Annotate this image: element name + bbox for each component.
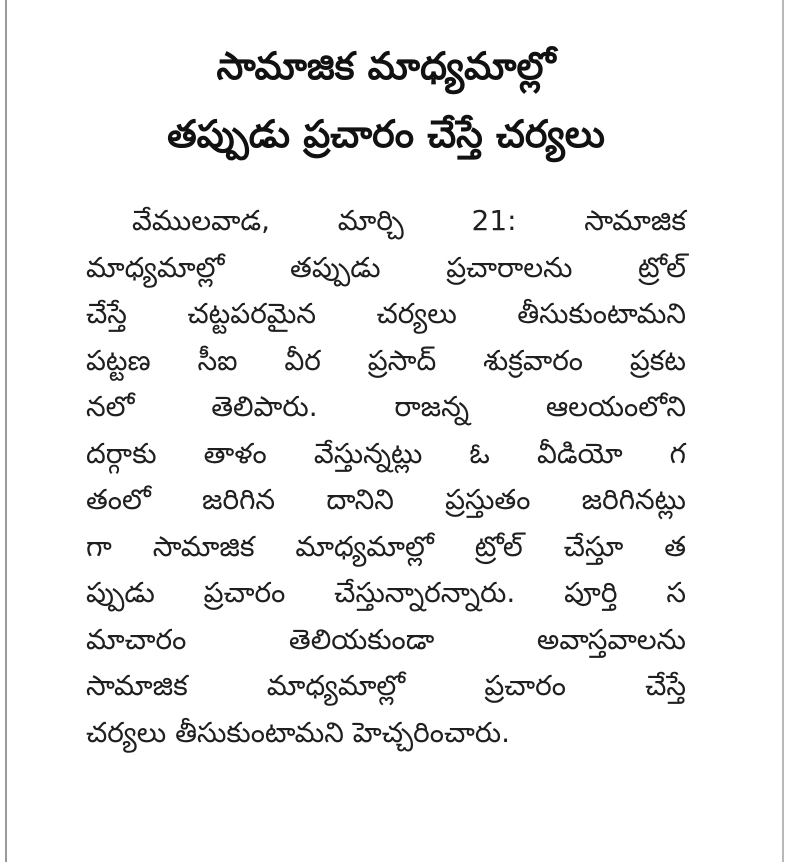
body-line: మాచారం తెలియకుండా అవాస్తవాలను — [86, 622, 686, 656]
body-line: వేములవాడ, మార్చి 21: సామాజిక — [132, 204, 686, 237]
headline-line: సామాజిక మాధ్యమాల్లో — [216, 44, 556, 88]
article-headline — [86, 32, 686, 168]
headline-line: తప్పుడు ప్రచారం చేస్తే చర్యలు — [167, 112, 605, 156]
body-line: పట్టణ సీఐ వీర ప్రసాద్ శుక్రవారం ప్రకట — [86, 343, 686, 377]
article-body — [86, 198, 686, 756]
body-line: సామాజిక మాధ్యమాల్లో ప్రచారం చేస్తే — [86, 669, 686, 702]
column-rule-left — [5, 0, 7, 862]
body-line: చేస్తే చట్టపరమైన చర్యలు తీసుకుంటామని — [86, 297, 686, 330]
body-line: ప్పుడు ప్రచారం చేస్తున్నారన్నారు. పూర్తి స — [86, 576, 686, 609]
body-line: దర్గాకు తాళం వేస్తున్నట్లు ఓ వీడియో గ — [86, 436, 686, 470]
body-line: మాధ్యమాల్లో తప్పుడు ప్రచారాలను ట్రోల్ — [86, 250, 686, 284]
news-article — [86, 32, 686, 756]
body-line: నలో తెలిపారు. రాజన్న ఆలయంలోని — [86, 390, 686, 423]
body-line: గా సామాజిక మాధ్యమాల్లో ట్రోల్ చేస్తూ త — [86, 529, 686, 563]
body-line: తంలో జరిగిన దానిని ప్రస్తుతం జరిగినట్లు — [86, 483, 686, 516]
body-line: చర్యలు తీసుకుంటామని హెచ్చరించారు. — [86, 715, 511, 749]
column-rule-right — [782, 0, 784, 862]
